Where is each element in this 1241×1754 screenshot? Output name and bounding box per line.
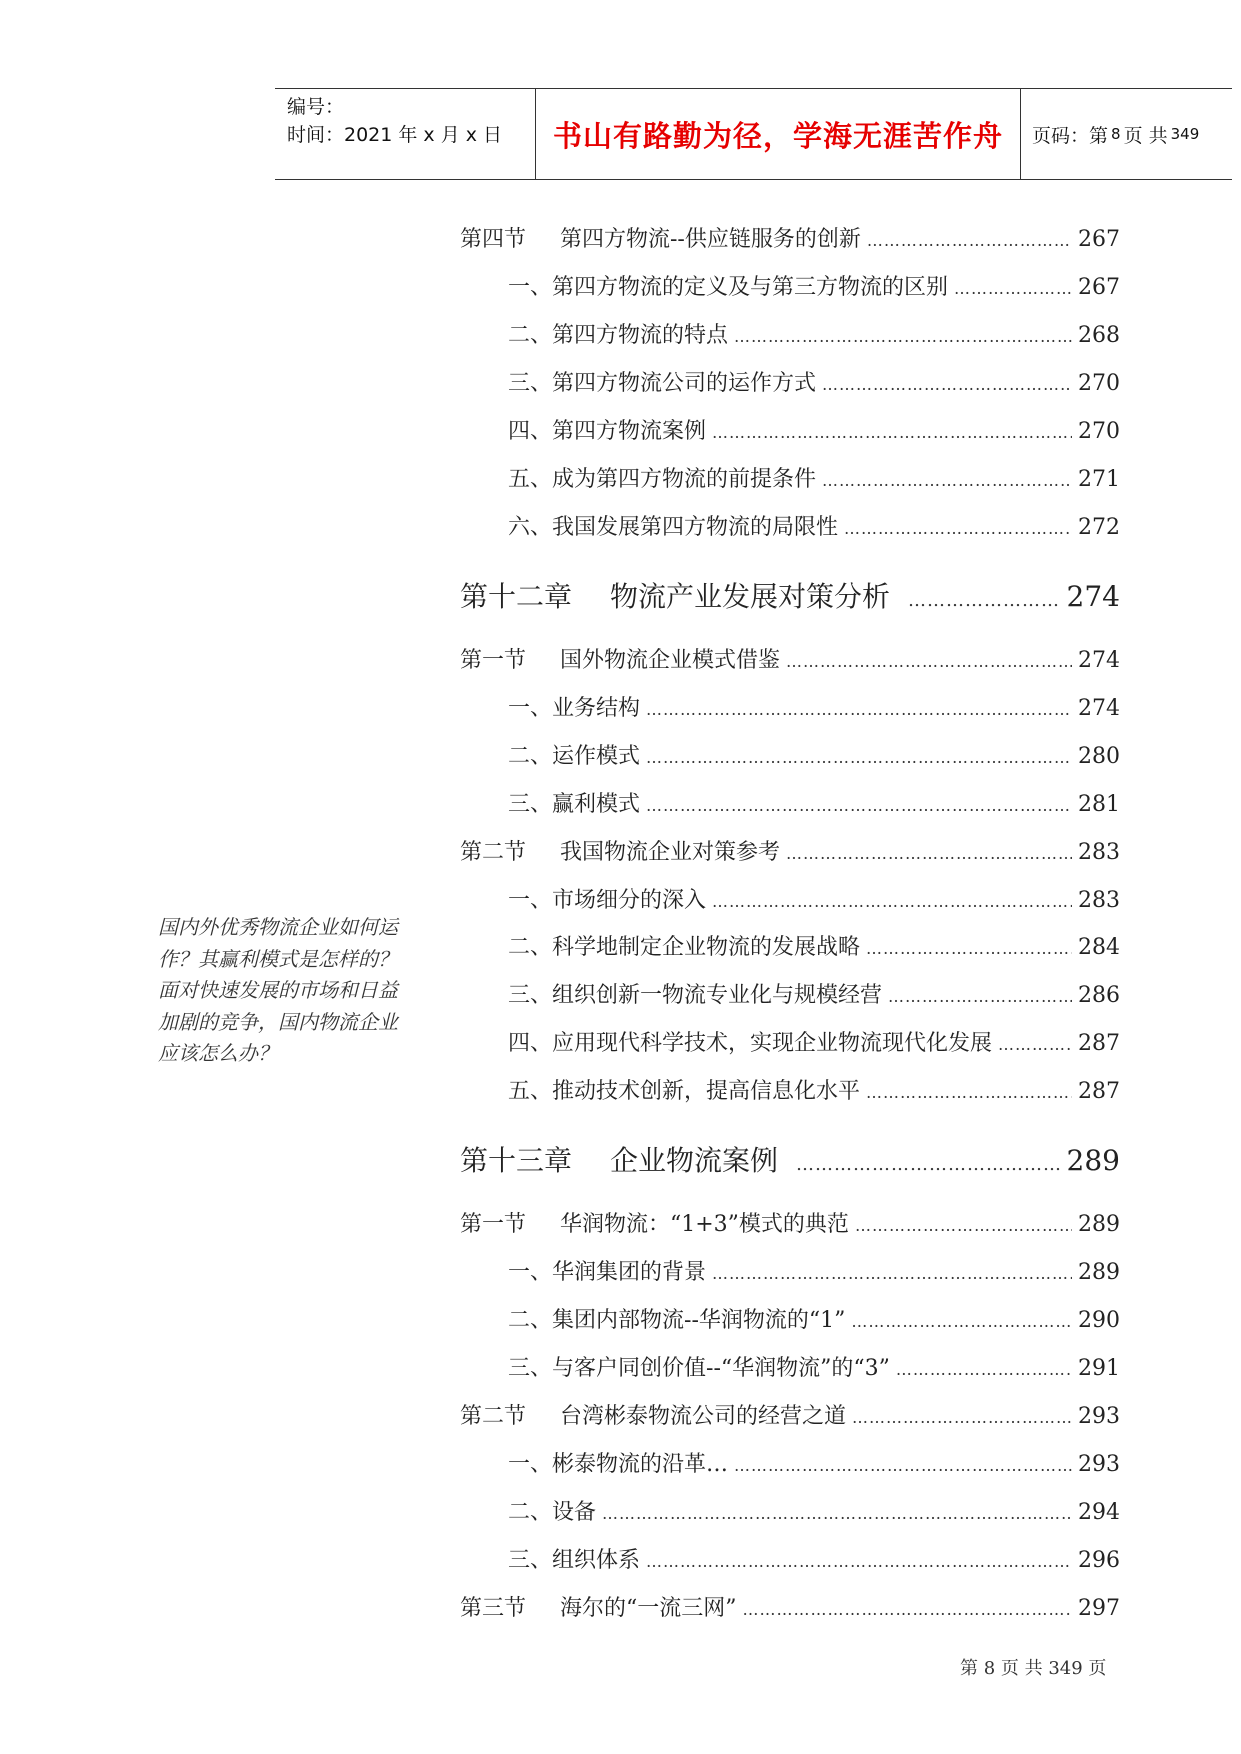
toc-page-number: 267 — [1078, 227, 1120, 252]
toc-leader-dots — [646, 796, 1072, 815]
toc-leader-dots — [866, 939, 1072, 958]
toc-title: 我国物流企业对策参考 — [560, 840, 781, 865]
toc-leader-dots — [822, 471, 1072, 490]
toc-label: 三、 — [508, 792, 553, 817]
toc-title: 市场细分的深入 — [552, 888, 707, 913]
toc-title: 物流产业发展对策分析 — [610, 580, 891, 613]
page-number: 8 — [1111, 125, 1121, 143]
toc-page-number: 293 — [1078, 1452, 1120, 1477]
toc-page-number: 291 — [1078, 1356, 1120, 1381]
toc-title: 组织创新一物流专业化与规模经营 — [552, 983, 883, 1008]
toc-leader-dots — [712, 892, 1072, 911]
toc-page-number: 270 — [1078, 371, 1120, 396]
toc-item[interactable] — [460, 1351, 1120, 1385]
toc-label: 第一节 — [460, 648, 527, 673]
toc-page-number: 284 — [1078, 935, 1120, 960]
toc-leader-dots — [602, 1504, 1072, 1523]
toc-page-number: 283 — [1078, 840, 1120, 865]
toc-item[interactable] — [460, 1495, 1120, 1529]
toc-leader-dots — [712, 1264, 1072, 1283]
toc-page-number: 289 — [1078, 1260, 1120, 1285]
toc-label: 二、 — [508, 323, 553, 348]
toc-title: 我国发展第四方物流的局限性 — [552, 515, 839, 540]
toc-item[interactable] — [460, 1026, 1120, 1060]
page-footer: 第 8 页 共 349 页 — [960, 1658, 1107, 1679]
toc-label: 五、 — [508, 467, 553, 492]
document-time: 时间：2021 年 x 月 x 日 — [287, 124, 503, 146]
toc-page-number: 289 — [1066, 1144, 1120, 1177]
toc-page-number: 271 — [1078, 467, 1120, 492]
toc-item[interactable] — [460, 930, 1120, 964]
toc-item[interactable] — [460, 787, 1120, 821]
toc-leader-dots — [867, 231, 1072, 250]
toc-label: 二、 — [508, 1500, 553, 1525]
toc-title: 第四方物流--供应链服务的创新 — [560, 227, 861, 252]
toc-item[interactable] — [460, 318, 1120, 352]
document-code-label: 编号： — [287, 96, 345, 118]
toc-label: 第一节 — [460, 1212, 527, 1237]
toc-chapter[interactable] — [460, 1139, 1120, 1183]
toc-page-number: 274 — [1078, 648, 1120, 673]
toc-item[interactable] — [460, 978, 1120, 1012]
toc-page-number: 274 — [1078, 696, 1120, 721]
toc-title: 第四方物流的特点 — [552, 323, 729, 348]
toc-label: 第四节 — [460, 227, 527, 252]
toc-title: 集团内部物流--华润物流的“1” — [552, 1308, 846, 1333]
toc-label: 第二节 — [460, 840, 527, 865]
toc-label: 一、 — [508, 1260, 553, 1285]
toc-leader-dots — [646, 700, 1072, 719]
toc-section[interactable] — [460, 1399, 1120, 1433]
toc-page-number: 274 — [1066, 580, 1120, 613]
toc-leader-dots — [844, 519, 1072, 538]
toc-leader-dots — [734, 1456, 1072, 1475]
toc-title: 推动技术创新，提高信息化水平 — [552, 1079, 861, 1104]
toc-item[interactable] — [460, 462, 1120, 496]
toc-item[interactable] — [460, 739, 1120, 773]
toc-page-number: 267 — [1078, 275, 1120, 300]
header-motto: 书山有路勤为径，学海无涯苦作舟 — [552, 118, 1003, 153]
toc-section[interactable] — [460, 1207, 1120, 1241]
toc-label: 三、 — [508, 1548, 553, 1573]
toc-leader-dots — [822, 375, 1072, 394]
page-header — [275, 88, 1232, 180]
toc-label: 六、 — [508, 515, 553, 540]
header-page-info — [1032, 89, 1202, 179]
toc-section[interactable] — [460, 835, 1120, 869]
toc-item[interactable] — [460, 1447, 1120, 1481]
toc-title: 彬泰物流的沿革… — [552, 1452, 729, 1477]
toc-leader-dots — [786, 652, 1072, 671]
toc-leader-dots — [734, 327, 1072, 346]
toc-item[interactable] — [460, 366, 1120, 400]
toc-title: 组织体系 — [552, 1548, 641, 1573]
toc-leader-dots — [743, 1600, 1073, 1619]
toc-leader-dots — [855, 1216, 1072, 1235]
toc-label: 三、 — [508, 1356, 553, 1381]
toc-label: 一、 — [508, 696, 553, 721]
side-note: 国内外优秀物流企业如何运作？其赢利模式是怎样的？面对快速发展的市场和日益加剧的竞争，国内物流企业应该怎么办？ — [158, 915, 398, 1065]
toc-page-number: 287 — [1078, 1079, 1120, 1104]
toc-label: 二、 — [508, 744, 553, 769]
toc-leader-dots — [896, 1360, 1072, 1379]
toc-page-number: 270 — [1078, 419, 1120, 444]
toc-page-number: 268 — [1078, 323, 1120, 348]
toc-title: 运作模式 — [552, 744, 641, 769]
toc-label: 第三节 — [460, 1596, 527, 1621]
toc-label: 一、 — [508, 275, 553, 300]
toc-item[interactable] — [460, 510, 1120, 544]
toc-leader-dots — [866, 1083, 1072, 1102]
toc-page-number: 289 — [1078, 1212, 1120, 1237]
toc-page-number: 293 — [1078, 1404, 1120, 1429]
toc-page-number: 280 — [1078, 744, 1120, 769]
toc-leader-dots — [954, 279, 1072, 298]
toc-label: 二、 — [508, 1308, 553, 1333]
toc-page-number: 287 — [1078, 1031, 1120, 1056]
toc-title: 与客户同创价值--“华润物流”的“3” — [552, 1356, 890, 1381]
toc-title: 第四方物流的定义及与第三方物流的区别 — [552, 275, 949, 300]
toc-page-number: 286 — [1078, 983, 1120, 1008]
toc-title: 应用现代科学技术，实现企业物流现代化发展 — [552, 1031, 993, 1056]
toc-title: 设备 — [552, 1500, 597, 1525]
toc-leader-dots — [852, 1408, 1072, 1427]
toc-item[interactable] — [460, 691, 1120, 725]
toc-section[interactable] — [460, 222, 1120, 256]
toc-item[interactable] — [460, 1543, 1120, 1577]
toc-page-number: 272 — [1078, 515, 1120, 540]
toc-item[interactable] — [460, 1255, 1120, 1289]
toc-page-number: 294 — [1078, 1500, 1120, 1525]
toc-item[interactable] — [460, 414, 1120, 448]
toc-label: 三、 — [508, 371, 553, 396]
toc-label: 五、 — [508, 1079, 553, 1104]
toc-page-number: 296 — [1078, 1548, 1120, 1573]
toc-label: 第十三章 — [460, 1144, 573, 1177]
toc-title: 第四方物流公司的运作方式 — [552, 371, 817, 396]
toc-title: 赢利模式 — [552, 792, 641, 817]
page-prefix: 页码：第 — [1032, 124, 1109, 147]
toc-leader-dots — [888, 987, 1072, 1006]
toc-item[interactable] — [460, 883, 1120, 917]
toc-leader-dots — [646, 1552, 1072, 1571]
toc-label: 四、 — [508, 419, 553, 444]
toc-label: 三、 — [508, 983, 553, 1008]
toc-label: 一、 — [508, 888, 553, 913]
toc-title: 海尔的“一流三网” — [560, 1596, 737, 1621]
toc-leader-dots — [712, 423, 1072, 442]
toc-item[interactable] — [460, 270, 1120, 304]
toc-section[interactable] — [460, 643, 1120, 677]
toc-label: 一、 — [508, 1452, 553, 1477]
toc-chapter[interactable] — [460, 575, 1120, 619]
toc-title: 业务结构 — [552, 696, 641, 721]
toc-item[interactable] — [460, 1303, 1120, 1337]
toc-leader-dots — [796, 1154, 1061, 1175]
toc-leader-dots — [998, 1035, 1072, 1054]
toc-section[interactable] — [460, 1591, 1120, 1625]
toc-page-number: 283 — [1078, 888, 1120, 913]
toc-label: 第二节 — [460, 1404, 527, 1429]
toc-title: 第四方物流案例 — [552, 419, 707, 444]
toc-title: 台湾彬泰物流公司的经营之道 — [560, 1404, 847, 1429]
toc-label: 第十二章 — [460, 580, 573, 613]
toc-title: 华润集团的背景 — [552, 1260, 707, 1285]
toc-page-number: 290 — [1078, 1308, 1120, 1333]
page-mid: 页 共 — [1123, 124, 1168, 147]
page-total: 349 — [1170, 125, 1200, 143]
toc-leader-dots — [646, 748, 1072, 767]
toc-title: 成为第四方物流的前提条件 — [552, 467, 817, 492]
header-divider — [1020, 89, 1021, 179]
toc-title: 企业物流案例 — [610, 1144, 779, 1177]
toc-title: 华润物流：“1+3”模式的典范 — [560, 1212, 849, 1237]
toc-page-number: 297 — [1078, 1596, 1120, 1621]
toc-label: 二、 — [508, 935, 553, 960]
toc-page-number: 281 — [1078, 792, 1120, 817]
toc-leader-dots — [908, 590, 1061, 611]
toc-leader-dots — [786, 844, 1072, 863]
toc-item[interactable] — [460, 1074, 1120, 1108]
toc-leader-dots — [851, 1312, 1072, 1331]
toc-label: 四、 — [508, 1031, 553, 1056]
toc-title: 科学地制定企业物流的发展战略 — [552, 935, 861, 960]
header-meta — [287, 89, 537, 179]
toc-title: 国外物流企业模式借鉴 — [560, 648, 781, 673]
